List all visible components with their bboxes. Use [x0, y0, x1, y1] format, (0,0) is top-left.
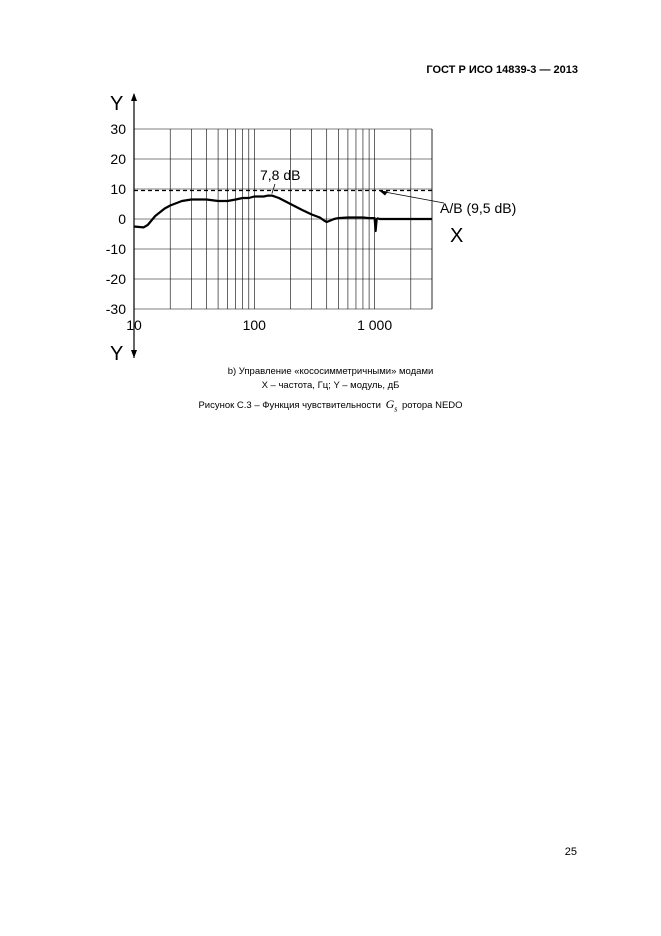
y-axis-label-top: Y [110, 93, 124, 115]
x-axis-label: X [450, 225, 464, 247]
reference-annotation: A/B (9,5 dB) [440, 200, 517, 216]
document-header: ГОСТ Р ИСО 14839-3 — 2013 [426, 64, 578, 76]
page-number: 25 [564, 846, 577, 858]
chart-series [134, 191, 432, 232]
reference-annotation-arrow [379, 191, 388, 196]
peak-annotation: 7,8 dB [260, 167, 301, 183]
figure-caption-prefix: Рисунок С.3 – Функция чувствительности [198, 400, 381, 411]
figure-caption-symbol: $G_s$ [385, 397, 398, 414]
y-tick-label: 20 [110, 151, 126, 167]
figure-caption [0, 397, 661, 413]
y-tick-label: -10 [105, 241, 126, 257]
x-tick-label: 10 [126, 317, 142, 333]
sensitivity-curve [134, 196, 432, 231]
y-tick-label: 0 [118, 211, 126, 227]
reference-annotation-leader [382, 192, 444, 204]
x-tick-label: 1 000 [357, 317, 393, 333]
axes-caption: X – частота, Гц; Y – модуль, дБ [261, 380, 400, 391]
y-tick-label: -30 [105, 301, 126, 317]
x-tick-label: 100 [242, 317, 266, 333]
y-axis-arrow-up [131, 93, 137, 101]
y-tick-label: 10 [110, 181, 126, 197]
y-tick-label: 30 [110, 121, 126, 137]
figure-caption-suffix: ротора NEDO [402, 400, 463, 411]
y-axis-label-bottom: Y [110, 343, 124, 365]
chart-labels [106, 93, 517, 365]
y-axis-arrow-down [131, 350, 137, 358]
subfigure-caption: b) Управление «кососимметричными» модами [227, 366, 434, 377]
y-tick-label: -20 [105, 271, 126, 287]
